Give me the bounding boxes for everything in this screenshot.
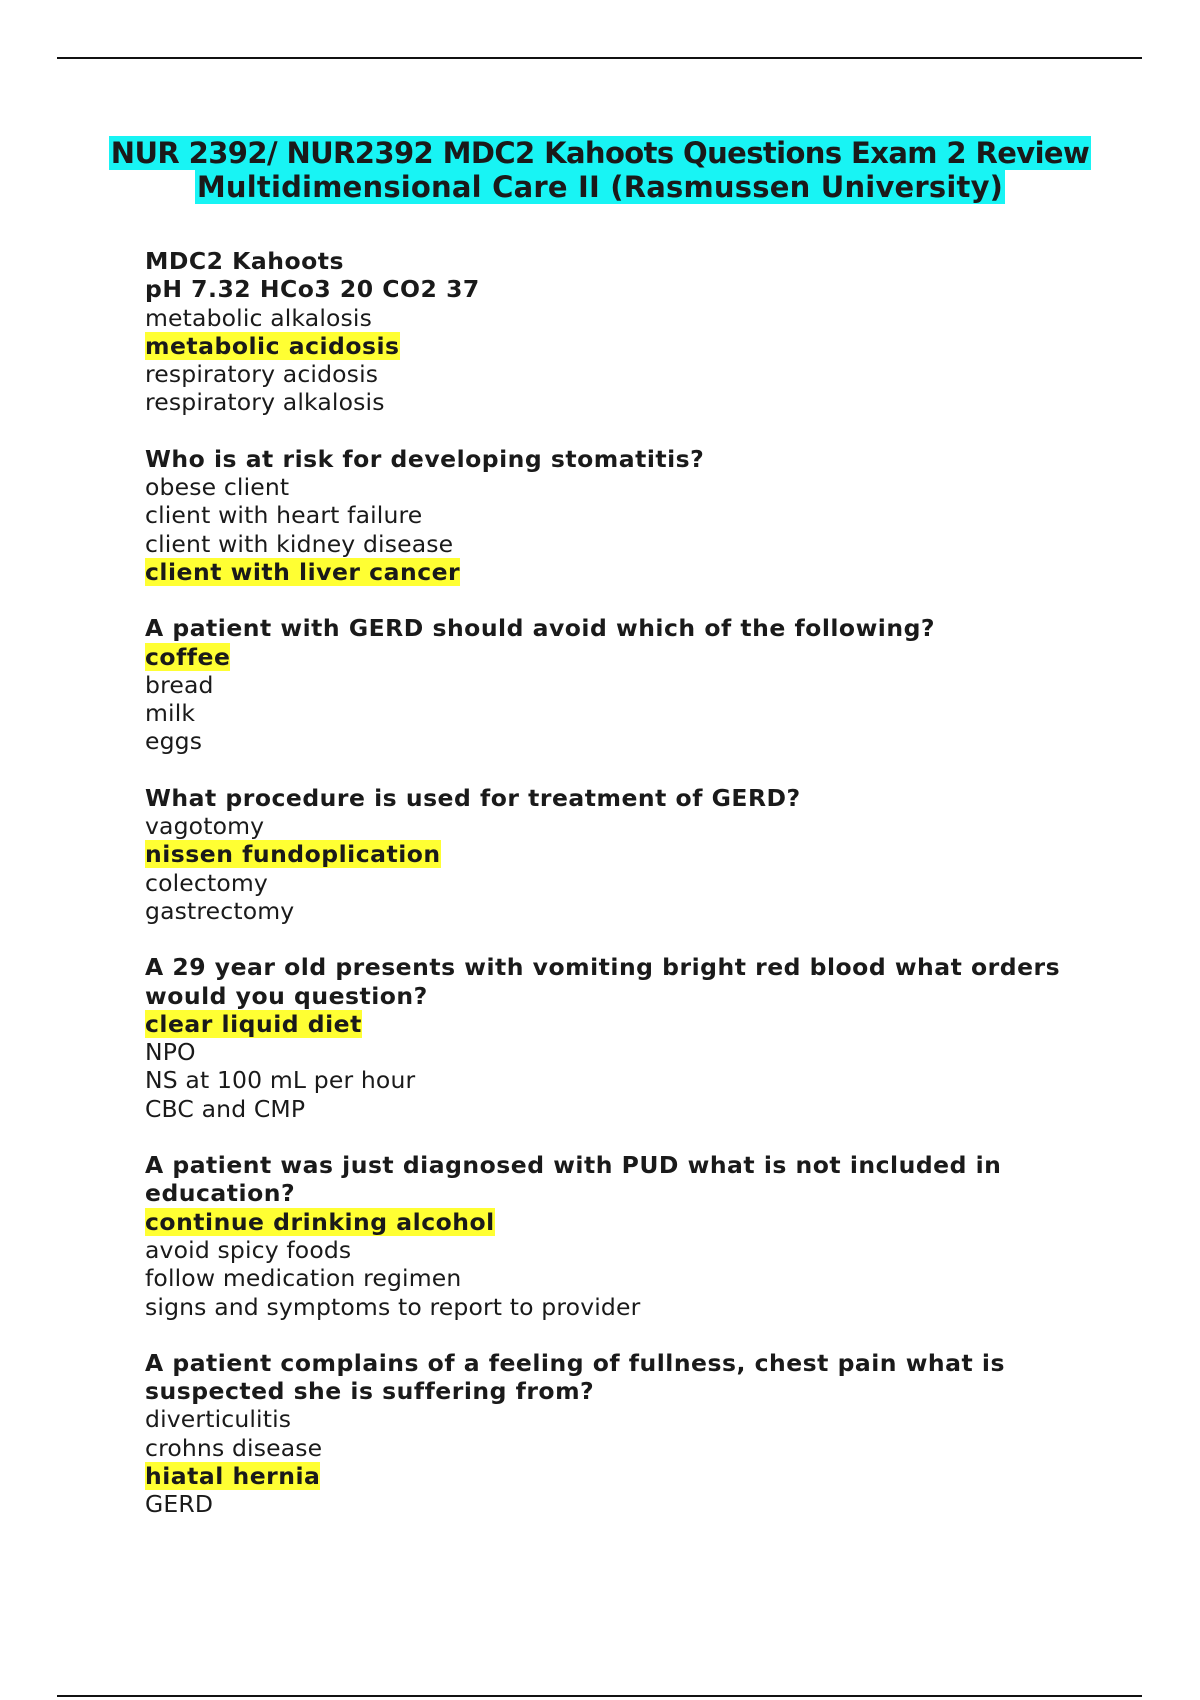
answer-option xyxy=(145,671,1105,699)
answer-option-text: obese client xyxy=(145,473,290,502)
answer-option xyxy=(145,1490,1105,1518)
document-title xyxy=(100,136,1100,204)
answer-option-text: avoid spicy foods xyxy=(145,1235,352,1264)
answer-option xyxy=(145,1066,1105,1094)
answer-option xyxy=(145,501,1105,529)
answer-option-text: milk xyxy=(145,699,196,728)
answer-option xyxy=(145,1405,1105,1433)
question-block xyxy=(145,784,1105,925)
answer-option-text: vagotomy xyxy=(145,812,265,841)
answer-option-correct xyxy=(145,332,1105,360)
top-rule xyxy=(57,57,1142,59)
answer-option-text: client with kidney disease xyxy=(145,529,454,558)
answer-option xyxy=(145,360,1105,388)
question-block xyxy=(145,445,1105,586)
answer-option xyxy=(145,1095,1105,1123)
answer-option-text: diverticulitis xyxy=(145,1405,292,1434)
answer-option xyxy=(145,897,1105,925)
question-block xyxy=(145,1151,1105,1321)
answer-option-text: clear liquid diet xyxy=(145,1009,362,1038)
answer-option-correct xyxy=(145,1010,1105,1038)
answer-option-text: client with heart failure xyxy=(145,501,423,530)
answer-option-text: GERD xyxy=(145,1490,214,1519)
question-block xyxy=(145,1349,1105,1519)
answer-option-correct xyxy=(145,643,1105,671)
question-prompt: Who is at risk for developing stomatitis? xyxy=(145,444,705,473)
answer-option-text: gastrectomy xyxy=(145,896,295,925)
question-prompt: A patient with GERD should avoid which of the following? xyxy=(145,614,936,643)
answer-option xyxy=(145,1434,1105,1462)
title-line-1: NUR 2392/ NUR2392 MDC2 Kahoots Questions Exam 2 Review xyxy=(110,136,1090,170)
answer-option-text: respiratory acidosis xyxy=(145,360,379,389)
answer-option xyxy=(145,530,1105,558)
answer-option-text: CBC and CMP xyxy=(145,1094,306,1123)
answer-option-correct xyxy=(145,1208,1105,1236)
answer-option-text: NS at 100 mL per hour xyxy=(145,1066,416,1095)
answer-option-text: NPO xyxy=(145,1038,196,1067)
answer-option-text: client with liver cancer xyxy=(145,557,461,586)
answer-option-text: coffee xyxy=(145,642,231,671)
answer-option-text: respiratory alkalosis xyxy=(145,388,385,417)
answer-option xyxy=(145,1038,1105,1066)
answer-option-text: eggs xyxy=(145,727,203,756)
answer-option-text: metabolic acidosis xyxy=(145,331,400,360)
question-prompt: pH 7.32 HCo3 20 CO2 37 xyxy=(145,275,480,304)
question-block xyxy=(145,953,1105,1123)
question-block xyxy=(145,614,1105,755)
bottom-rule xyxy=(57,1695,1142,1697)
question-prompt: What procedure is used for treatment of GERD? xyxy=(145,783,801,812)
answer-option-text: follow medication regimen xyxy=(145,1264,462,1293)
answer-option xyxy=(145,1264,1105,1292)
answer-option-text: bread xyxy=(145,670,214,699)
question-prompt: A patient complains of a feeling of fullness, chest pain what is suspected she is suffering from? xyxy=(145,1348,1005,1406)
answer-option xyxy=(145,388,1105,416)
answer-option-text: crohns disease xyxy=(145,1433,323,1462)
answer-option-text: hiatal hernia xyxy=(145,1461,321,1490)
answer-option-correct xyxy=(145,1462,1105,1490)
section-heading: MDC2 Kahoots xyxy=(145,247,344,275)
answer-option-text: continue drinking alcohol xyxy=(145,1207,495,1236)
answer-option xyxy=(145,727,1105,755)
answer-option xyxy=(145,812,1105,840)
answer-option-text: signs and symptoms to report to provider xyxy=(145,1292,641,1321)
answer-option xyxy=(145,869,1105,897)
answer-option xyxy=(145,473,1105,501)
answer-option-text: colectomy xyxy=(145,868,268,897)
answer-option xyxy=(145,699,1105,727)
question-block xyxy=(145,247,1105,417)
answer-option xyxy=(145,1293,1105,1321)
answer-option xyxy=(145,1236,1105,1264)
question-list xyxy=(145,247,1105,1547)
answer-option-text: metabolic alkalosis xyxy=(145,303,373,332)
question-prompt: A 29 year old presents with vomiting bright red blood what orders would you question? xyxy=(145,953,1061,1010)
answer-option xyxy=(145,304,1105,332)
answer-option-text: nissen fundoplication xyxy=(145,840,441,869)
title-line-2: Multidimensional Care II (Rasmussen University) xyxy=(196,170,1004,204)
answer-option-correct xyxy=(145,558,1105,586)
question-prompt: A patient was just diagnosed with PUD what is not included in education? xyxy=(145,1151,1002,1208)
answer-option-correct xyxy=(145,840,1105,868)
